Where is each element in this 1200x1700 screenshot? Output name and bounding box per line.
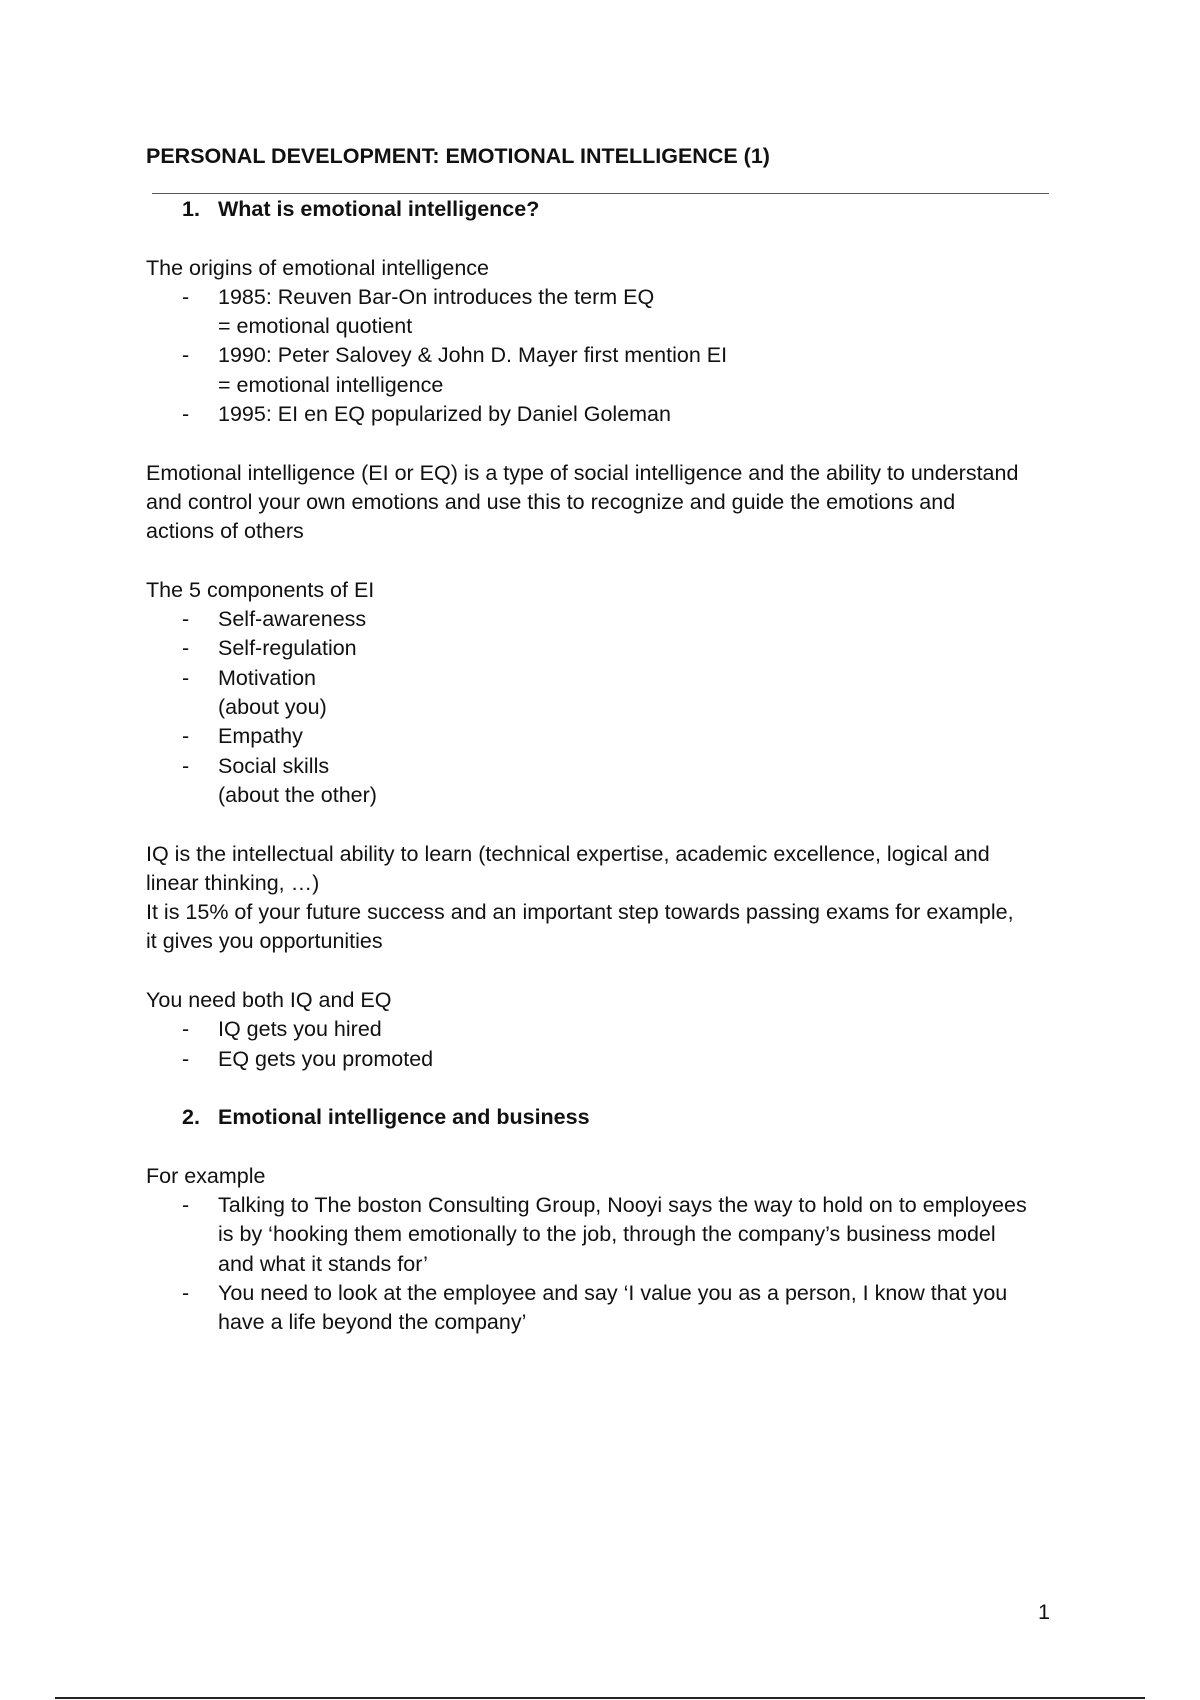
- components-note-other: (about the other): [218, 782, 377, 807]
- page-bottom-border: [55, 1697, 1145, 1699]
- section-heading-2: [146, 1103, 1052, 1132]
- document-body: [146, 142, 1052, 1338]
- both-list: [146, 1015, 1052, 1074]
- both-intro: You need both IQ and EQ: [146, 988, 392, 1013]
- examples-list: [146, 1191, 1052, 1337]
- section-heading-1: [146, 195, 1052, 224]
- dash-bullet: -: [182, 402, 190, 427]
- list-item: - Empathy: [182, 724, 303, 749]
- list-item: - Social skills (about the other): [182, 753, 377, 807]
- definition-paragraph: Emotional intelligence (EI or EQ) is a type of social intelligence and the ability to understand and control your own emotions and use this to recognize and guide the emotions and actions of others: [146, 460, 1019, 544]
- components-list: [146, 605, 1052, 810]
- origins-list: [146, 283, 1052, 429]
- components-intro: The 5 components of EI: [146, 577, 375, 602]
- section-number: 2.: [182, 1105, 200, 1130]
- list-item: - Self-awareness: [182, 607, 367, 632]
- iq-paragraph: IQ is the intellectual ability to learn (technical expertise, academic excellence, logical and linear thinking, …) It is 15% of your future success and an important step towards passing exams for example, it gives you opportunities: [146, 841, 1014, 954]
- section-number: 1.: [182, 197, 200, 221]
- dash-bullet: -: [182, 284, 190, 309]
- page-number: 1: [1038, 1600, 1050, 1624]
- section-heading-text: Emotional intelligence and business: [218, 1105, 590, 1130]
- list-item: - Talking to The boston Consulting Group, Nooyi says the way to hold on to employees is by ‘hooking them emotionally to the job, through the company’s business model and what it stands for’: [182, 1193, 1027, 1276]
- document-title: PERSONAL DEVELOPMENT: EMOTIONAL INTELLIGENCE (1): [146, 144, 770, 168]
- dash-bullet: -: [182, 343, 190, 368]
- list-item: - 1995: EI en EQ popularized by Daniel Goleman: [146, 400, 1052, 429]
- list-item: - EQ gets you promoted: [182, 1046, 434, 1071]
- list-item: - IQ gets you hired: [182, 1017, 382, 1042]
- list-item: - You need to look at the employee and say ‘I value you as a person, I know that you have a life beyond the company’: [182, 1280, 1008, 1335]
- list-item: - 1985: Reuven Bar-On introduces the term EQ = emotional quotient: [182, 284, 655, 339]
- list-item: - 1990: Peter Salovey & John D. Mayer first mention EI = emotional intelligence: [182, 343, 728, 397]
- title-divider: [152, 193, 1049, 194]
- example-intro: For example: [146, 1163, 266, 1188]
- section-heading-text: What is emotional intelligence?: [218, 197, 540, 221]
- list-item: - Motivation (about you): [182, 665, 327, 720]
- components-note-self: (about you): [218, 695, 327, 720]
- list-item: - Self-regulation: [182, 636, 357, 661]
- origins-intro: The origins of emotional intelligence: [146, 255, 490, 280]
